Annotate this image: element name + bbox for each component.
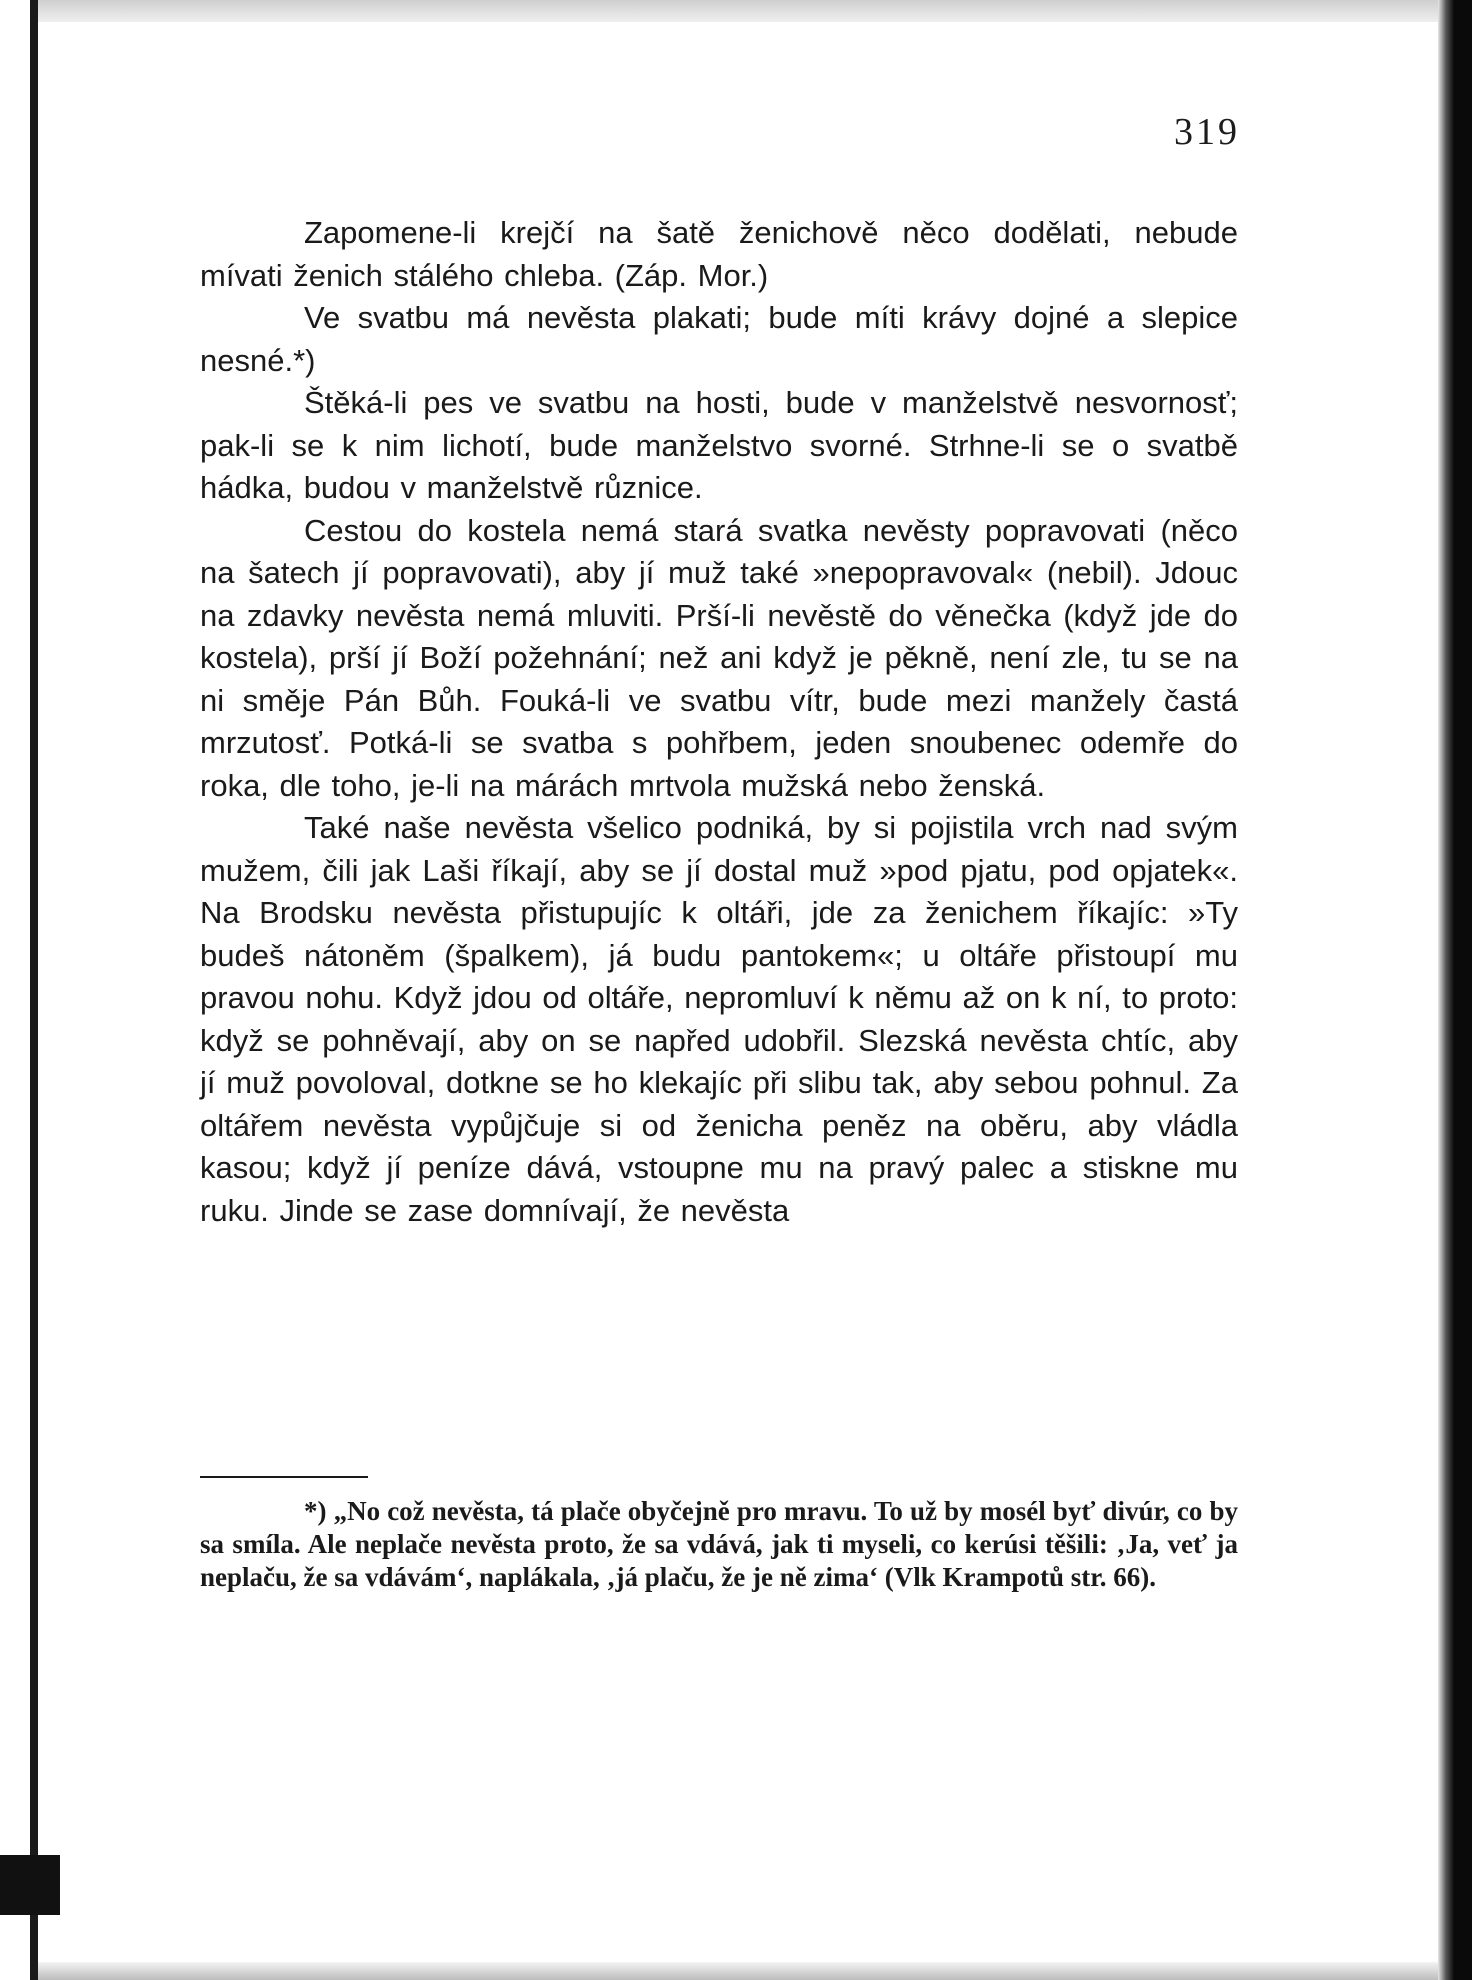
paragraph: Cestou do kostela nemá stará svatka nevěsty popravovati (něco na šatech jí popravovati), aby jí muž také »nepopravoval« (nebil). Jdouc na zdavky nevěsta nemá mluviti. Prší-li nevěstě do věnečka (když jde do kostela), prší jí Boží požehnání; než ani když je pěkně, není zle, tu se na ni směje Pán Bůh. Fouká-li ve svatbu vítr, bude mezi manžely častá mrzutosť. Potká-li se svatba s pohřbem, jeden snoubenec odemře do roka, dle toho, je-li na márách mrtvola mužská nebo ženská. xyxy=(200,512,1238,803)
paragraph: Také naše nevěsta všelico podniká, by si pojistila vrch nad svým mužem, čili jak Laši říkají, aby se jí dostal muž »pod pjatu, pod opjatek«. Na Brodsku nevěsta přistupujíc k oltáři, jde za ženichem říkajíc: »Ty budeš nátoněm (špalkem), já budu pantokem«; u oltáře přistoupí mu pravou nohu. Když jdou od oltáře, nepromluví k němu až on k ní, to proto: když se pohněvají, aby on se napřed udobřil. Slezská nevěsta chtíc, aby jí muž povoloval, dotkne se ho klekajíc při slibu tak, aby sebou pohnul. Za oltářem nevěsta vypůjčuje si od ženicha peněz na oběru, aby vládla kasou; když jí peníze dává, vstoupne mu na pravý palec a stiskne mu ruku. Jinde se zase domnívají, že nevěsta xyxy=(200,810,1238,1228)
paragraph: Zapomene-li krejčí na šatě ženichově něco dodělati, nebude mívati ženich stálého chleba. (Záp. Mor.) xyxy=(200,215,1238,293)
scan-border-right xyxy=(1438,0,1472,1980)
scan-border-left-notch xyxy=(0,1855,60,1915)
page-number: 319 xyxy=(1174,111,1240,153)
scan-border-left xyxy=(0,0,38,1980)
footnote-rule xyxy=(200,1476,368,1478)
paragraph: Štěká-li pes ve svatbu na hosti, bude v manželstvě nesvornosť; pak-li se k nim lichotí, bude manželstvo svorné. Strhne-li se o svatbě hádka, budou v manželstvě různice. xyxy=(200,385,1238,505)
scan-border-top xyxy=(30,0,1472,22)
scan-border-bottom xyxy=(38,1962,1438,1980)
body-text xyxy=(200,212,1238,1232)
paragraph: Ve svatbu má nevěsta plakati; bude míti krávy dojné a slepice nesné.*) xyxy=(200,300,1238,378)
footnote: *) „No což nevěsta, tá plače obyčejně pro mravu. To už by mosél byť divúr, co by sa smíla. Ale neplače nevěsta proto, že sa vdává, jak ti myseli, co kerúsi těšili: ‚Ja, veť ja neplaču, že sa vdávám‘, naplákala, ‚já plaču, že je ně zima‘ (Vlk Krampotů str. 66). xyxy=(200,1496,1238,1592)
